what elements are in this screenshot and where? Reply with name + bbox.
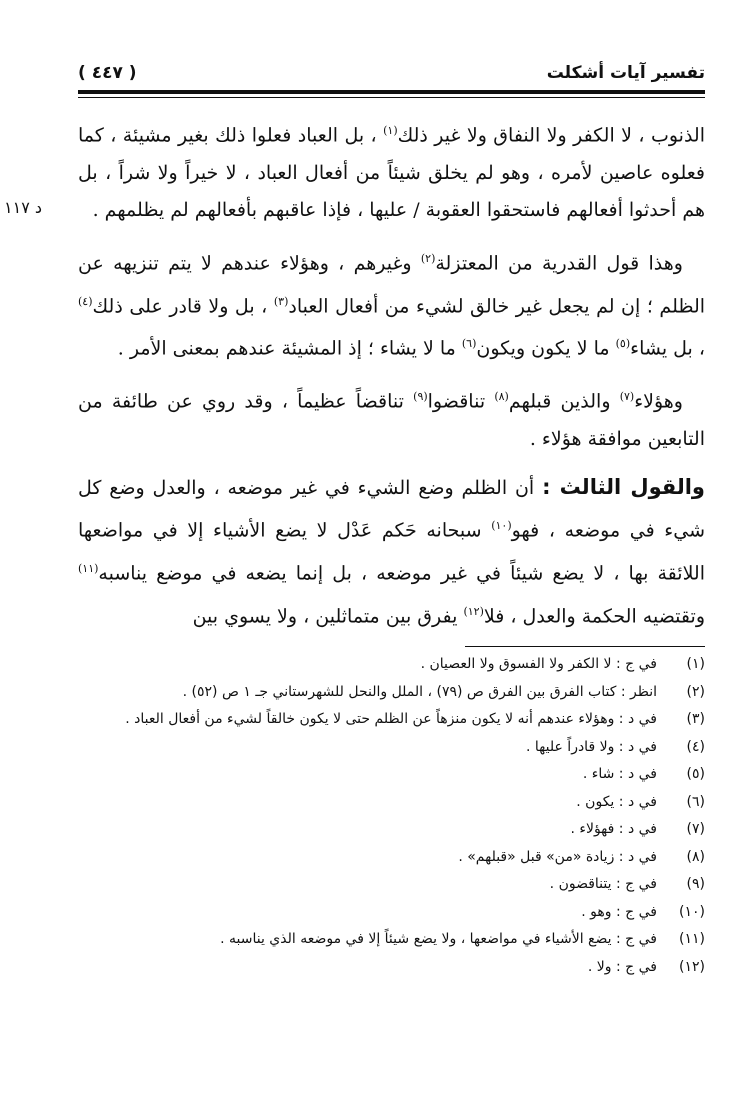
footnote-item [78,761,705,789]
text-run: ما لا يكون ويكون [476,337,616,360]
text-run: ، بل ولا قادر على ذلك [92,294,274,317]
footnote-item [78,734,705,762]
footnote-item [78,651,705,679]
page-number: ( ٤٤٧ ) [78,63,137,83]
header-rule-thick [78,90,705,94]
footnote-text: في ج : ولا . [587,958,657,975]
footnote-ref: (١١) [78,561,99,575]
body-paragraph [78,469,705,636]
footnote-ref: (٤) [78,294,93,308]
footnote-text: انظر : كتاب الفرق بين الفرق ص (٧٩) ، الملل والنحل للشهرستاني جـ ١ ص (٥٢) . [182,683,657,700]
footnote-text: في د : زيادة «من» قبل «قبلهم» . [458,848,657,865]
margin-manuscript-note: د ١١٧ [4,198,42,217]
footnote-number: (٨) [686,848,705,865]
footnote-number: (٤) [686,738,705,755]
footnote-text: في ج : يتناقضون . [549,876,657,892]
text-run: وهؤلاء [634,390,683,413]
footnote-number: (١١) [679,931,705,947]
footnote-text: في ج : لا الكفر ولا الفسوق ولا العصيان . [420,656,657,672]
footnote-item [78,844,705,872]
footnote-ref: (٢) [420,251,436,265]
footnote-text: في د : يكون . [576,793,657,810]
footnote-number: (٥) [686,766,705,782]
footnote-item [78,789,705,817]
section-label: والقول الثالث : [542,474,705,499]
footnote-item [78,926,705,954]
footnote-ref: (٩) [413,390,428,404]
text-run: الذنوب ، لا الكفر ولا النفاق ولا غير ذلك [397,124,705,147]
footnote-text: في د : وهؤلاء عندهم أنه لا يكون منزهاً عن الظلم حتى لا يكون خالقاً لشيء من أفعال العباد . [125,711,657,727]
text-run: تناقضوا [427,390,495,413]
footnote-item [78,679,705,707]
header-rule-thin [78,97,705,98]
footnote-number: (٦) [686,793,705,810]
footnotes-list [78,651,705,981]
main-body-text [78,112,705,646]
footnote-item [78,899,705,927]
footnote-ref: (٣) [273,294,289,308]
footnote-separator [465,646,705,647]
footnote-ref: (١) [383,124,398,137]
footnote-text: في د : شاء . [582,766,657,782]
body-paragraph [78,378,705,458]
text-run: أن الظلم وضع الشيء في غير موضعه ، والعدل وضع كل شيء في موضعه ، فهو [78,476,705,542]
body-paragraph [78,112,705,230]
footnote-item [78,871,705,899]
footnote-number: (٣) [686,711,705,727]
footnote-ref: (٧) [619,390,635,404]
footnote-item [78,706,705,734]
footnote-ref: (٦) [461,337,477,351]
footnote-number: (٧) [686,821,705,837]
footnote-ref: (١٢) [463,604,484,618]
footnote-number: (١) [686,656,705,672]
footnote-number: (٢) [686,683,705,700]
text-run: ما لا يشاء ؛ إذ المشيئة عندهم بمعنى الأمر . [117,337,462,360]
footnote-number: (٩) [686,876,705,892]
text-run: ، بل العباد فعلوا ذلك بغير مشيئة ، كما فعلوه عاصين لأمره ، وهو لم يخلق شيئاً من أفعال العباد ، لا خيراً ولا شراً ، بل هم أحدثوا أفعالهم فاستحقوا العقوبة / عليها ، فإذا عاقبهم بأفعالهم لم يظلمهم . [78,124,705,222]
page-header [78,60,705,86]
footnote-ref: (١٠) [491,519,512,533]
footnote-text: في د : فهؤلاء . [570,821,657,837]
text-run: سبحانه حَكم عَدْل لا يضع الأشياء إلا في مواضعها اللائقة بها ، لا يضع شيئاً في غير موضعه ، بل إنما يضعه في موضع يناسبه [78,519,705,585]
text-run: وتقتضيه الحكمة والعدل ، فلا [483,605,705,628]
footnote-item [78,954,705,982]
footnote-number: (١٠) [679,903,705,920]
text-run: وغيرهم ، وهؤلاء عندهم لا يتم تنزيهه عن الظلم ؛ إن لم يجعل غير خالق لشيء من أفعال العباد [78,252,706,317]
footnote-text: في ج : وهو . [581,903,657,920]
footnote-text: في ج : يضع الأشياء في مواضعها ، ولا يضع شيئاً إلا في موضعه الذي يناسبه . [220,931,657,947]
footnote-ref: (٨) [494,390,509,404]
footnote-number: (١٢) [679,958,705,975]
text-run: ، بل يشاء [630,337,705,360]
running-title: تفسير آيات أشكلت [546,63,705,83]
body-paragraph [78,240,705,368]
text-run: تناقضاً عظيماً ، وقد روي عن طائفة من التابعين موافقة هؤلاء . [78,390,705,451]
text-run: والذين قبلهم [508,390,620,413]
footnote-text: في د : ولا قادراً عليها . [526,738,657,755]
text-run: يفرق بين متماثلين ، ولا يسوي بين [192,605,464,628]
text-run: وهذا قول القدرية من المعتزلة [435,252,683,275]
footnote-ref: (٥) [615,337,631,351]
footnote-item [78,816,705,844]
